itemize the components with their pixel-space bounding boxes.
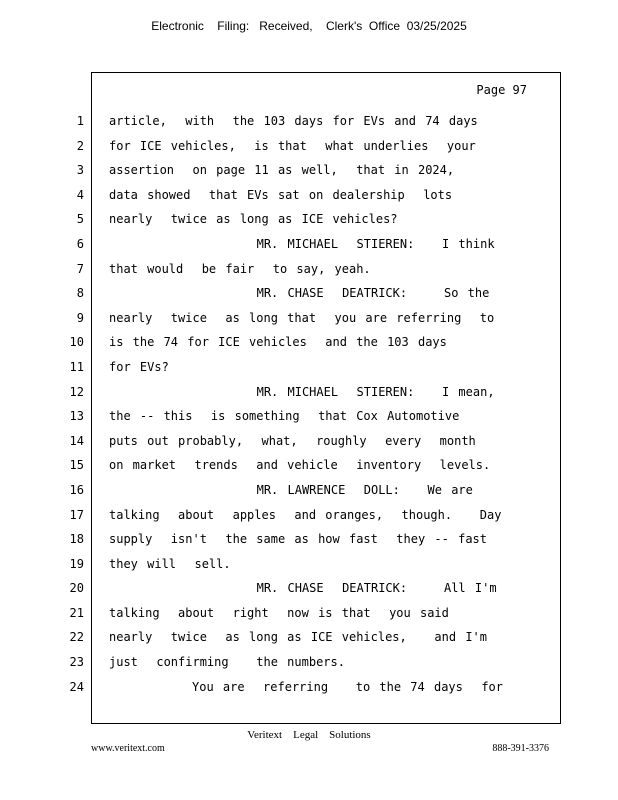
transcript-line: MR. MICHAEL STIEREN: I think: [109, 236, 495, 251]
line-number: 15: [69, 458, 84, 473]
transcript-line: MR. CHASE DEATRICK: So the: [109, 286, 490, 301]
line-number: 23: [69, 655, 84, 670]
transcript-text: [109, 112, 555, 702]
line-number: 9: [76, 310, 84, 325]
line-number: 5: [76, 212, 84, 227]
line-number: 16: [69, 482, 84, 497]
transcript-line: puts out probably, what, roughly every month: [109, 433, 476, 448]
transcript-line: assertion on page 11 as well, that in 2024,: [109, 163, 455, 178]
line-number: 11: [69, 359, 84, 374]
transcript-line: data showed that EVs sat on dealership lots: [109, 187, 453, 202]
transcript-line: that would be fair to say, yeah.: [109, 261, 371, 276]
transcript-line: the -- this is something that Cox Automotive: [109, 409, 460, 424]
line-number: 1: [76, 114, 84, 128]
footer-phone: 888-391-3376: [492, 743, 549, 754]
transcript-line: MR. MICHAEL STIEREN: I mean,: [109, 384, 495, 399]
filing-stamp-header: Electronic Filing: Received, Clerk's Office 03/25/2025: [151, 19, 467, 33]
line-number: 2: [76, 138, 84, 153]
transcript-line: MR. LAWRENCE DOLL: We are: [109, 482, 473, 497]
transcript-line: nearly twice as long that you are referring to: [109, 310, 495, 325]
line-number: 18: [69, 532, 84, 547]
line-number: 17: [69, 507, 84, 522]
line-number: 14: [69, 433, 84, 448]
line-number: 21: [69, 605, 84, 620]
transcript-line: talking about right now is that you said: [109, 605, 449, 620]
footer-website: www.veritext.com: [91, 743, 165, 754]
transcript-line: nearly twice as long as ICE vehicles, and I'm: [109, 630, 488, 645]
line-number: 20: [69, 581, 84, 596]
transcript-line: just confirming the numbers.: [109, 655, 345, 670]
line-number: 22: [69, 630, 84, 645]
footer-company-name: Veritext Legal Solutions: [247, 729, 371, 741]
transcript-line: on market trends and vehicle inventory levels.: [109, 458, 491, 473]
line-number: 3: [76, 163, 84, 178]
line-number-column: [62, 112, 84, 702]
transcript-line: supply isn't the same as how fast they -- fast: [109, 532, 488, 547]
transcript-line: You are referring to the 74 days for: [109, 679, 504, 694]
line-number: 13: [69, 409, 84, 424]
line-number: 7: [76, 261, 84, 276]
transcript-line: MR. CHASE DEATRICK: All I'm: [109, 581, 497, 596]
transcript-line: is the 74 for ICE vehicles and the 103 days: [109, 335, 447, 350]
line-number: 6: [76, 236, 84, 251]
line-number: 24: [69, 679, 84, 694]
line-number: 10: [69, 335, 84, 350]
transcript-line: nearly twice as long as ICE vehicles?: [109, 212, 398, 227]
line-number: 19: [69, 556, 84, 571]
transcript-line: for ICE vehicles, is that what underlies your: [109, 138, 476, 153]
line-number: 12: [69, 384, 84, 399]
transcript-line: talking about apples and oranges, though. Day: [109, 507, 502, 522]
transcript-line: for EVs?: [109, 359, 169, 374]
page-number: Page 97: [476, 83, 527, 97]
line-number: 4: [76, 187, 84, 202]
line-number: 8: [76, 286, 84, 301]
transcript-line: article, with the 103 days for EVs and 74 days: [109, 114, 478, 128]
transcript-line: they will sell.: [109, 556, 231, 571]
